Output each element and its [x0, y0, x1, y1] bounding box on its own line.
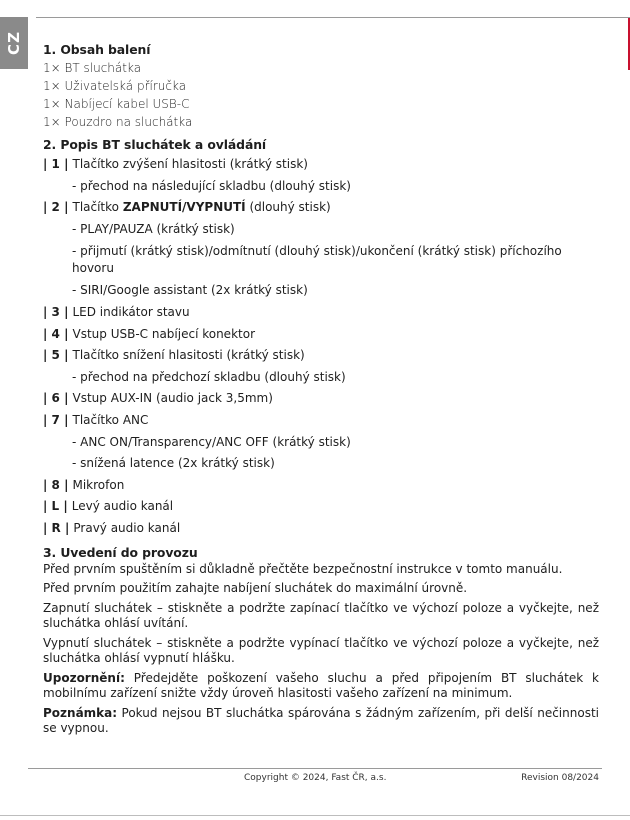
control-number: | 7 | [43, 412, 69, 427]
package-contents-list [43, 59, 599, 131]
language-tab [0, 17, 28, 69]
copyright-text: Copyright © 2024, Fast ČR, a.s. [244, 773, 387, 783]
section2-heading: 2. Popis BT sluchátek a ovládání [43, 137, 267, 152]
manual-content [43, 40, 599, 741]
control-subitem: - přechod na následující skladbu (dlouhý stisk) [72, 178, 351, 193]
footer-rule [28, 768, 602, 769]
control-item [43, 154, 599, 176]
startup-paragraph [43, 581, 599, 597]
control-text: Mikrofon [72, 477, 125, 492]
control-item [43, 302, 599, 324]
control-number: | 3 | [43, 304, 69, 319]
control-text: Vstup AUX-IN (audio jack 3,5mm) [72, 391, 273, 406]
control-item [43, 324, 599, 346]
paragraph-text: Pokud nejsou BT sluchátka spárována s žádným zařízením, při delší nečinnosti se vypnou. [43, 705, 599, 735]
control-item [43, 388, 599, 410]
control-number: | R | [43, 520, 70, 535]
control-item [43, 518, 599, 540]
paragraph-text: Před prvním spuštěním si důkladně přečtěte bezpečnostní instrukce v tomto manuálu. [43, 561, 563, 576]
control-text: Tlačítko zvýšení hlasitosti (krátký stisk) [72, 157, 308, 171]
control-subitem: - přechod na předchozí skladbu (dlouhý stisk) [72, 369, 346, 384]
control-item [43, 197, 599, 219]
control-text: Vstup USB-C nabíjecí konektor [72, 326, 255, 341]
section1-heading: 1. Obsah balení [43, 42, 151, 57]
control-subitem: - snížená latence (2x krátký stisk) [72, 456, 275, 471]
control-subitem: - ANC ON/Transparency/ANC OFF (krátký stisk) [72, 434, 351, 449]
revision-text: Revision 08/2024 [521, 773, 599, 783]
startup-paragraph [43, 636, 599, 667]
control-number: | 8 | [43, 477, 69, 492]
package-item: 1× Uživatelská příručka [43, 79, 187, 93]
control-number: | 4 | [43, 326, 69, 341]
control-text: Pravý audio kanál [73, 520, 181, 535]
startup-paragraph [43, 706, 599, 737]
control-text: Tlačítko ANC [72, 412, 149, 427]
package-item: 1× Pouzdro na sluchátka [43, 115, 193, 129]
startup-paragraphs [43, 562, 599, 737]
control-subitem: - přijmutí (krátký stisk)/odmítnutí (dlouhý stisk)/ukončení (krátký stisk) příchozího hovoru [72, 244, 562, 276]
control-number: | 6 | [43, 391, 69, 406]
paragraph-text: Vypnutí sluchátek – stiskněte a podržte vypínací tlačítko ve výchozí poloze a vyčkejte, než sluchátka ohlásí vypnutí hlášku. [43, 635, 599, 665]
paragraph-text: Před prvním použitím zahajte nabíjení sluchátek do maximální úrovně. [43, 581, 468, 595]
paragraph-label: Poznámka: [43, 705, 118, 720]
control-text: Tlačítko [72, 200, 123, 215]
paragraph-label: Upozornění: [43, 670, 125, 685]
control-number: | 5 | [43, 348, 69, 363]
control-subitem: - PLAY/PAUZA (krátký stisk) [72, 221, 235, 236]
top-rule [36, 17, 630, 18]
section3-heading: 3. Uvedení do provozu [43, 544, 198, 560]
control-item [43, 496, 599, 518]
control-text: Tlačítko snížení hlasitosti (krátký stisk) [72, 348, 305, 363]
bottom-rule [0, 815, 630, 816]
control-text: Levý audio kanál [71, 499, 174, 514]
control-text-bold: ZAPNUTÍ/VYPNUTÍ [122, 200, 246, 215]
package-item: 1× Nabíjecí kabel USB-C [43, 97, 190, 111]
control-number: | 1 | [43, 157, 69, 171]
controls-list [43, 154, 599, 540]
package-item: 1× BT sluchátka [43, 61, 142, 75]
control-item [43, 345, 599, 367]
control-number: | L | [43, 499, 68, 514]
control-number: | 2 | [43, 200, 69, 215]
control-item [43, 475, 599, 497]
startup-paragraph [43, 601, 599, 632]
startup-paragraph [43, 671, 599, 702]
language-code: CZ [4, 31, 23, 55]
control-text: (dlouhý stisk) [245, 200, 331, 215]
control-text: LED indikátor stavu [72, 304, 190, 319]
paragraph-text: Předejděte poškození vašeho sluchu a před připojením BT sluchátek k mobilnímu zařízení snižte vždy úroveň hlasitosti vašeho zařízení na minimum. [43, 670, 599, 700]
startup-paragraph [43, 562, 599, 578]
control-item [43, 410, 599, 432]
paragraph-text: Zapnutí sluchátek – stiskněte a podržte zapínací tlačítko ve výchozí poloze a vyčkejte, než sluchátka ohlásí uvítání. [43, 600, 599, 630]
control-subitem: - SIRI/Google assistant (2x krátký stisk) [72, 283, 308, 298]
